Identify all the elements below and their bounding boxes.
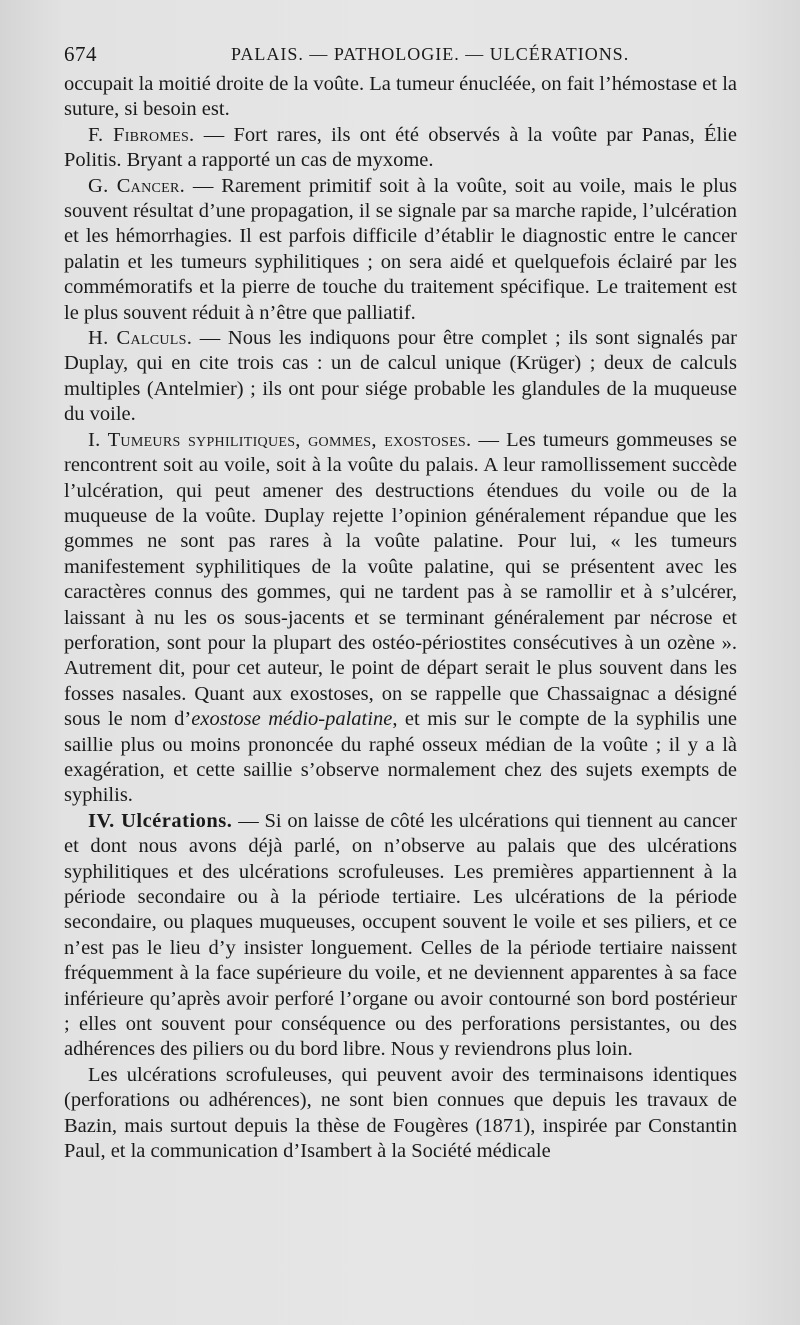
paragraph-continuation xyxy=(64,72,737,123)
section-heading-ulcerations: IV. Ulcérations. xyxy=(88,809,233,832)
paragraph-tumeurs-syphilitiques xyxy=(64,428,737,809)
paragraph-text: , et mis sur le compte de la syphilis une saillie plus ou moins prononcée du raphé osseux médian de la voûte ; il y a là exagération, et cette saillie s’observe normalement chez des sujets exempts de syphilis. xyxy=(64,708,737,807)
paragraph-text: occupait la moitié droite de la voûte. La tumeur énucléée, on fait l’hémostase et la suture, si besoin est. xyxy=(64,73,737,121)
paragraph-ulcerations xyxy=(64,809,737,1063)
italic-term: exostose médio-palatine xyxy=(191,708,393,731)
section-heading-tumeurs: I. Tumeurs syphilitiques, gommes, exostoses. xyxy=(88,428,472,451)
paragraph-fibromes xyxy=(64,123,737,174)
body-text xyxy=(64,72,737,1164)
paragraph-cancer xyxy=(64,174,737,326)
section-heading-fibromes: F. Fibromes. xyxy=(88,123,195,146)
paragraph-text: — Fort rares, ils ont été observés à la voûte par Panas, Élie Politis. Bryant a rapporté un cas de myxome. xyxy=(64,123,737,172)
paragraph-ulcerations-scrofuleuses xyxy=(64,1063,737,1165)
paragraph-text: — Rarement primitif soit à la voûte, soit au voile, mais le plus souvent résultat d’une propagation, il se signale par sa marche rapide, l’ulcération et les hémorrhagies. Il est parfois difficile d’établir le diagnostic entre le cancer palatin et les tumeurs syphilitiques ; on sera aidé et quelquefois éclairé par les commémoratifs et la pierre de touche du traitement spécifique. Le traitement est le plus souvent réduit à n’être que palliatif. xyxy=(64,174,737,324)
paragraph-text: — Nous les indiquons pour être complet ; ils sont signalés par Duplay, qui en cite trois cas : un de calcul unique (Krüger) ; deux de calculs multiples (Antelmier) ; ils ont pour siége probable les glandules de la muqueuse du voile. xyxy=(64,327,737,426)
running-title: PALAIS. — PATHOLOGIE. — ULCÉRATIONS. xyxy=(231,44,630,64)
paragraph-calculs xyxy=(64,326,737,428)
paragraph-text: Les ulcérations scrofuleuses, qui peuvent avoir des terminaisons identiques (perforations ou adhérences), ne sont bien connues que depuis les travaux de Bazin, mais surtout depuis la thèse de Fougères (1871), inspirée par Constantin Paul, et la communication d’Isambert à la Société médicale xyxy=(64,1063,737,1163)
page-number: 674 xyxy=(64,42,97,66)
paragraph-text: — Les tumeurs gommeuses se rencontrent soit au voile, soit à la voûte du palais. A leur ramollissement succède l’ulcération, qui peut amener des destructions étendues du voile ou de la muqueuse de la voûte. Duplay rejette l’opinion généralement répandue que les gommes ne sont pas rares à la voûte palatine. Pour lui, « les tumeurs manifestement syphilitiques de la voûte palatine, qui se présentent avec les caractères connus des gommes, qui ne tardent pas à se ramollir et à s’ulcérer, laissant à nu les os sous-jacents et se terminant généralement par nécrose et perforation, sont pour la plupart des ostéo-périostites consécutives à un ozène ». Autrement dit, pour cet auteur, le point de départ serait le plus souvent dans les fosses nasales. Quant aux exostoses, on se rappelle que Chassaignac a désigné sous le nom d’ xyxy=(64,428,738,731)
running-header xyxy=(64,38,740,68)
section-heading-cancer: G. Cancer. xyxy=(88,174,186,197)
paragraph-text: — Si on laisse de côté les ulcérations qui tiennent au cancer et dont nous avons déjà parlé, on n’observe au palais que des ulcérations syphilitiques et des ulcérations scrofuleuses. Les premières appartiennent à la période secondaire ou à la période tertiaire. Les ulcérations de la période secondaire, ou plaques muqueuses, occupent souvent le voile et ses piliers, et ce n’est pas le lieu d’y insister longuement. Celles de la période tertiaire naissent fréquemment à la face supérieure du voile, et ne deviennent apparentes à sa face inférieure qu’après avoir perforé l’organe ou avoir contourné son bord postérieur ; elles ont souvent pour conséquence ou des perforations persistantes, ou des adhérences des piliers ou du bord libre. Nous y reviendrons plus loin. xyxy=(64,809,737,1061)
section-heading-calculs: H. Calculs. xyxy=(88,327,193,350)
